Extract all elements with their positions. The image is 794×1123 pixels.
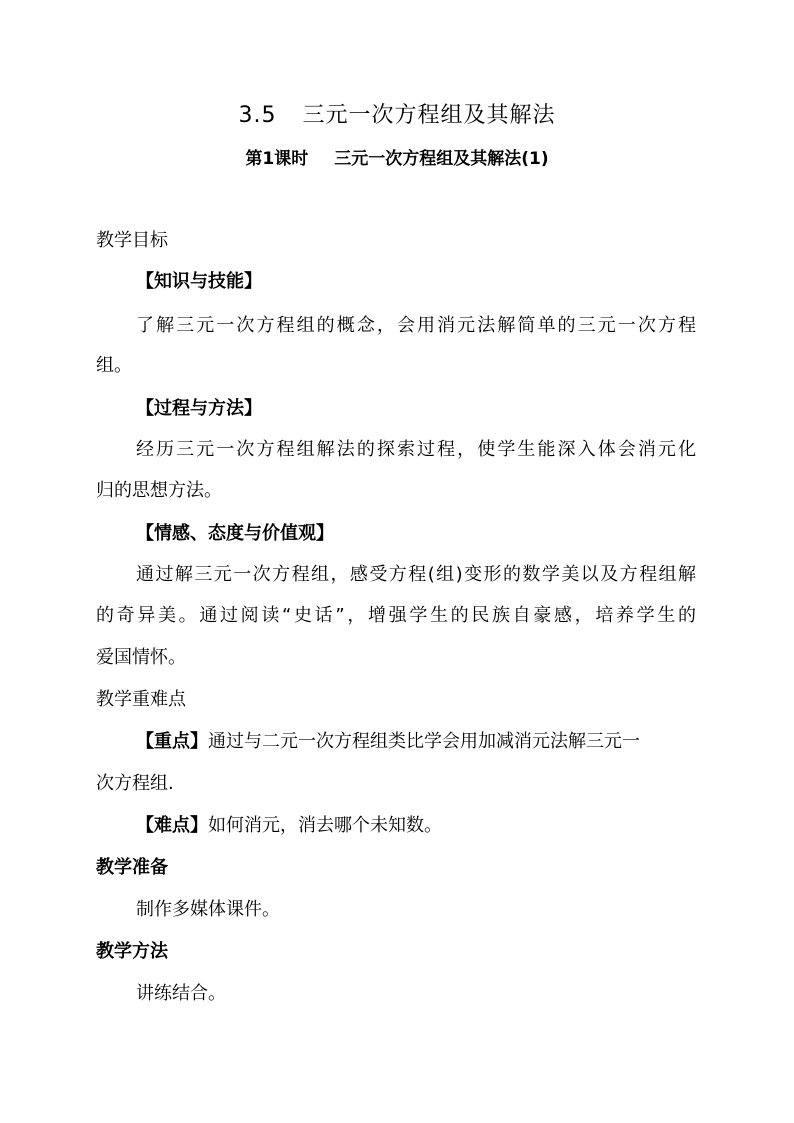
- goal-process-line-2: 归的思想方法。: [96, 480, 222, 501]
- key-point-line-1: [136, 729, 640, 755]
- lesson-subtitle: [0, 146, 794, 172]
- goal-process-heading: 【过程与方法】: [136, 398, 262, 419]
- goal-emotion-line-2: 的奇异美。通过阅读“史话”，增强学生的民族自豪感，培养学生的: [96, 605, 696, 626]
- heading-teaching-prep: 教学准备: [96, 857, 168, 878]
- document-title: [0, 101, 794, 131]
- lesson-number: 第1课时: [245, 149, 309, 169]
- difficult-point-label: 【难点】: [136, 815, 208, 836]
- lesson-title: 三元一次方程组及其解法(1): [334, 149, 549, 169]
- heading-teaching-goals: 教学目标: [96, 230, 168, 251]
- key-point-label: 【重点】: [136, 731, 208, 752]
- key-point-text: 通过与二元一次方程组类比学会用加减消元法解三元一: [208, 731, 640, 752]
- section-number: 3.5: [238, 103, 277, 128]
- difficult-point-text: 如何消元，消去哪个未知数。: [208, 815, 442, 836]
- title-text: 三元一次方程组及其解法: [302, 103, 556, 128]
- goal-emotion-line-1: 通过解三元一次方程组，感受方程(组)变形的数学美以及方程组解: [136, 564, 696, 585]
- difficult-point-line: [136, 813, 442, 839]
- heading-key-difficult: 教学重难点: [96, 689, 186, 710]
- key-point-line-2: 次方程组.: [96, 773, 174, 794]
- goal-emotion-heading: 【情感、态度与价值观】: [136, 523, 334, 544]
- heading-teaching-method: 教学方法: [96, 941, 168, 962]
- goal-knowledge-line-2: 组。: [96, 355, 132, 376]
- goal-knowledge-line-1: 了解三元一次方程组的概念，会用消元法解简单的三元一次方程: [136, 315, 696, 336]
- goal-emotion-line-3: 爱国情怀。: [96, 647, 186, 668]
- goal-knowledge-heading: 【知识与技能】: [136, 271, 262, 292]
- goal-process-line-1: 经历三元一次方程组解法的探索过程，使学生能深入体会消元化: [136, 439, 696, 460]
- teaching-method-text: 讲练结合。: [136, 983, 226, 1004]
- teaching-prep-text: 制作多媒体课件。: [136, 899, 280, 920]
